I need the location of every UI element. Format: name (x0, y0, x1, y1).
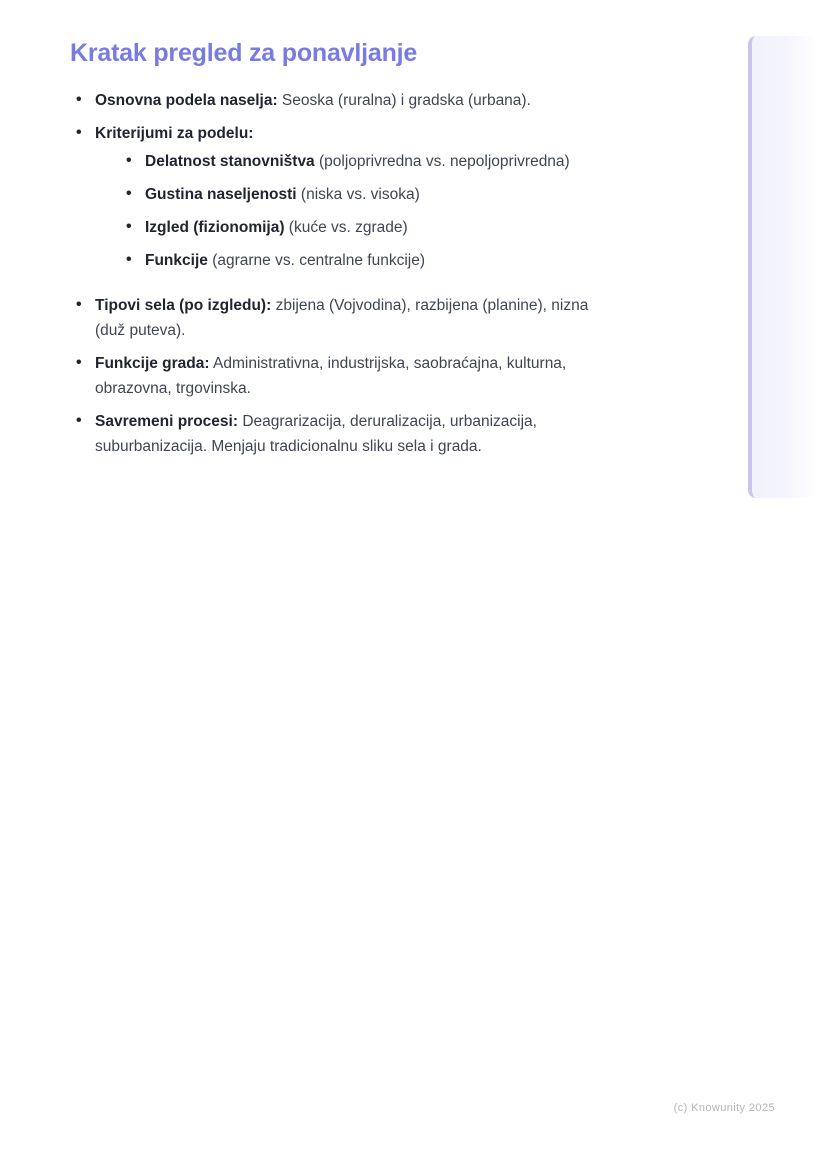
list-item-term: Kriterijumi za podelu: (95, 125, 254, 142)
sublist-item-text: (poljoprivredna vs. nepoljoprivredna) (314, 153, 570, 170)
list-item (70, 409, 615, 459)
page-title: Kratak pregled za ponavljanje (70, 39, 418, 67)
sublist-item (120, 149, 615, 174)
sublist-item (120, 248, 615, 273)
sublist-item-text: (agrarne vs. centralne funkcije) (207, 252, 425, 269)
list-item (70, 293, 615, 343)
sublist-item (120, 182, 615, 207)
bullet-list (70, 88, 615, 459)
sublist-item-term: Izgled (fizionomija) (145, 219, 285, 236)
bullet-sublist (95, 149, 615, 273)
list-item-text: Seoska (ruralna) i gradska (urbana). (277, 92, 531, 109)
sublist-item-text: (niska vs. visoka) (296, 186, 420, 203)
sublist-item-term: Funkcije (145, 252, 208, 269)
list-item-term: Osnovna podela naselja: (95, 92, 278, 109)
sublist-item (120, 215, 615, 240)
list-item (70, 351, 615, 401)
list-item-text: zbijena (Vojvodina), razbijena (planine), nizna (duž puteva). (95, 297, 589, 339)
list-item (70, 88, 615, 113)
list-item-text: Deagrarizacija, deruralizacija, urbanizacija, suburbanizacija. Menjaju tradicionalnu sliku sela i grada. (95, 413, 537, 455)
sublist-item-text: (kuće vs. zgrade) (284, 219, 408, 236)
list-item (70, 121, 615, 273)
list-item-text: Administrativna, industrijska, saobraćajna, kulturna, obrazovna, trgovinska. (95, 355, 567, 397)
list-item-term: Funkcije grada: (95, 355, 210, 372)
sublist-item-term: Delatnost stanovništva (145, 153, 315, 170)
list-item-term: Savremeni procesi: (95, 413, 239, 430)
side-panel-fragment (748, 36, 828, 498)
document-content (70, 40, 615, 467)
sublist-item-term: Gustina naseljenosti (145, 186, 297, 203)
list-item-term: Tipovi sela (po izgledu): (95, 297, 272, 314)
footer-credit: (c) Knowunity 2025 (673, 1102, 775, 1114)
